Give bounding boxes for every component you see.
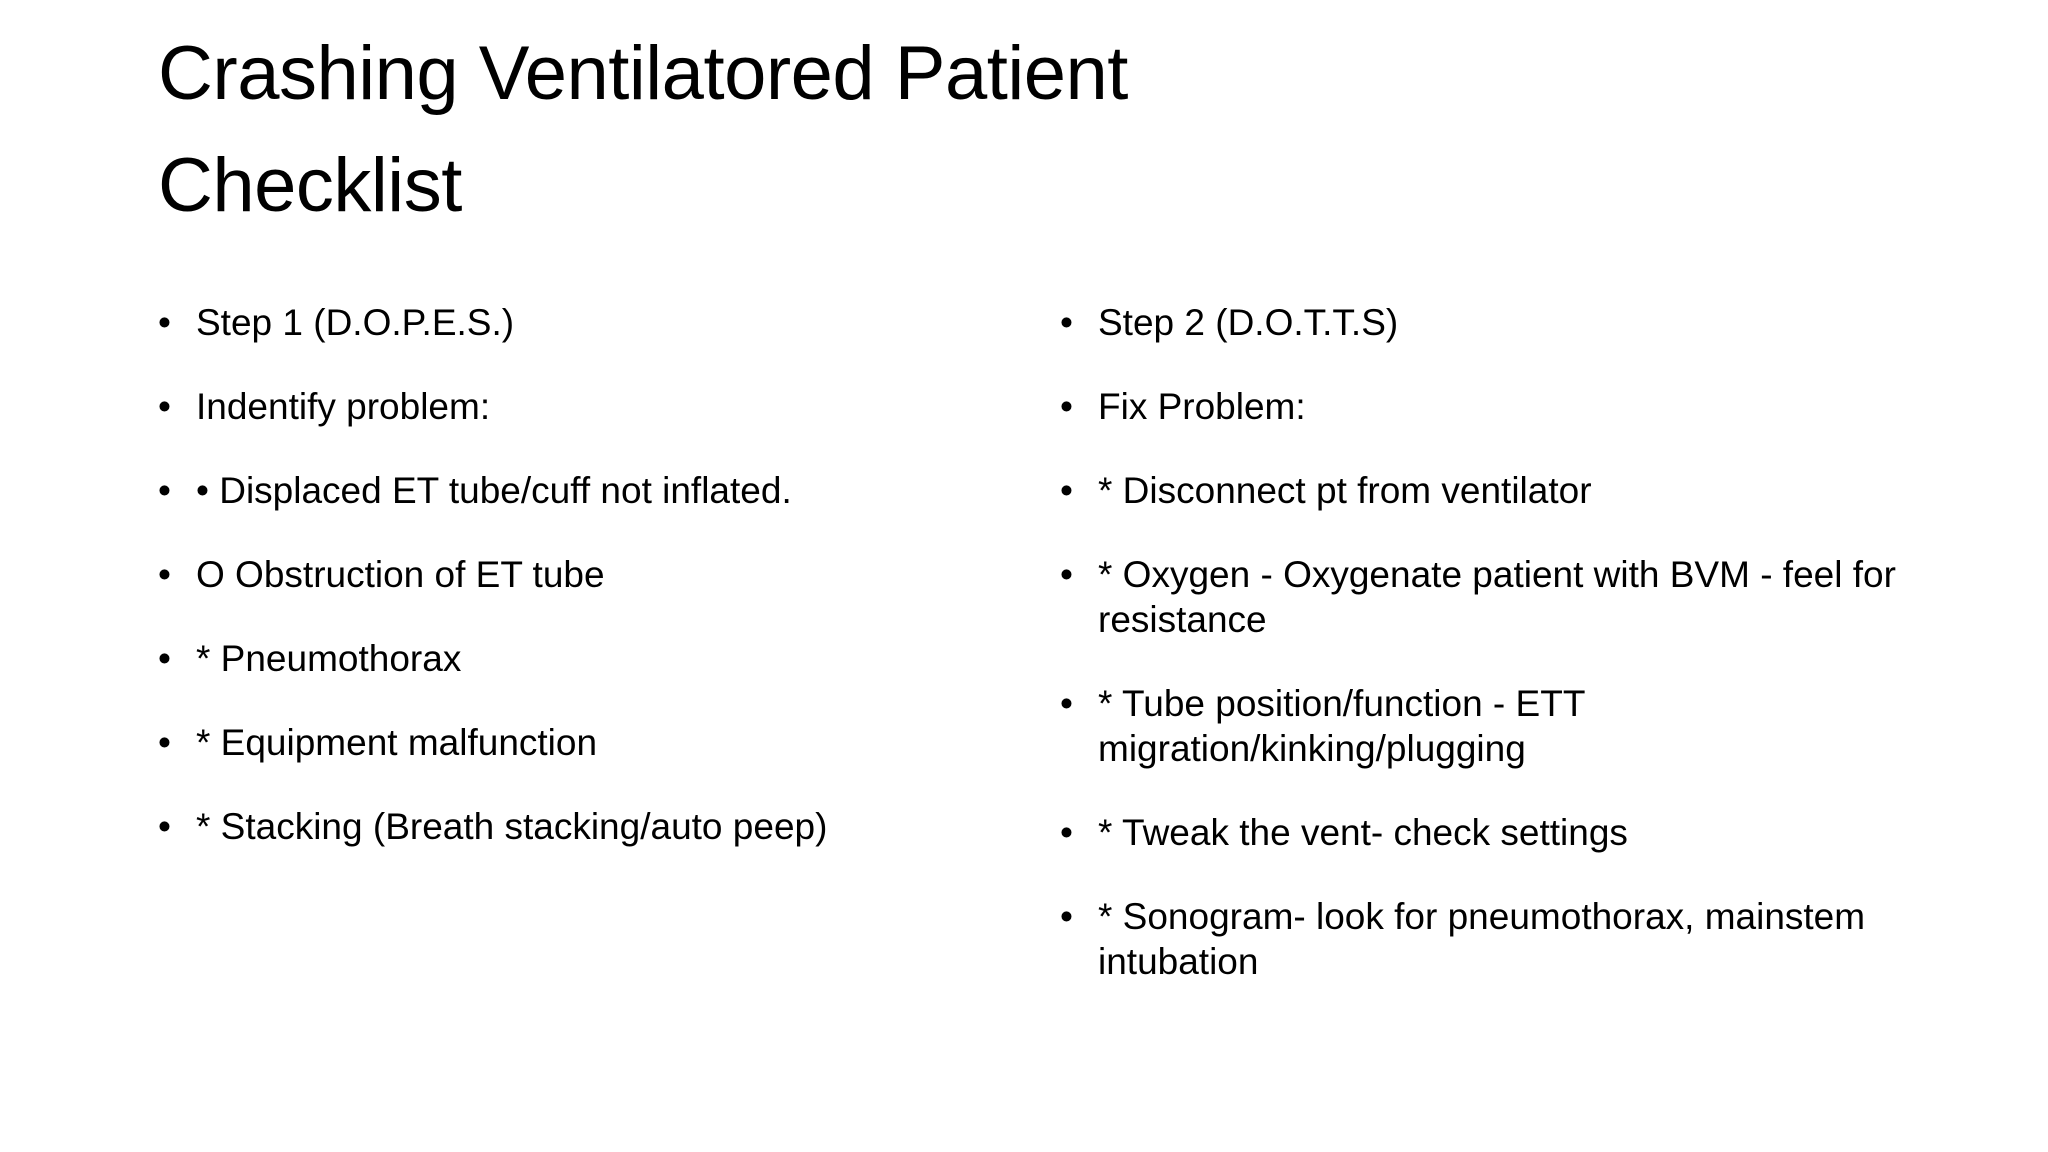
list-item-text: Step 1 (D.O.P.E.S.) <box>196 302 515 343</box>
list-item-text: * Pneumothorax <box>196 638 462 679</box>
slide-title-line-1: Crashing Ventilatored Patient <box>158 31 1128 116</box>
list-item-text: Fix Problem: <box>1098 386 1306 427</box>
list-item <box>158 804 1038 849</box>
list-item <box>158 720 1038 765</box>
list-item-text: * Sonogram- look for pneumothorax, mainstem intubation <box>1098 896 1866 982</box>
list-item-text: • Displaced ET tube/cuff not inflated. <box>196 470 792 511</box>
bullet-icon: • <box>1060 812 1073 853</box>
list-item <box>158 468 1038 513</box>
list-item-text: * Stacking (Breath stacking/auto peep) <box>196 806 828 847</box>
list-item <box>158 300 1038 345</box>
list-item-text: Step 2 (D.O.T.T.S) <box>1098 302 1399 343</box>
bullet-icon: • <box>1060 683 1073 724</box>
list-item <box>1060 810 1910 855</box>
bullet-icon: • <box>158 638 171 679</box>
slide-title <box>158 18 1258 242</box>
list-item-text: * Disconnect pt from ventilator <box>1098 470 1592 511</box>
bullet-icon: • <box>1060 302 1073 343</box>
list-item <box>1060 681 1910 771</box>
list-item <box>1060 384 1910 429</box>
bullet-icon: • <box>1060 386 1073 427</box>
bullet-icon: • <box>158 806 171 847</box>
list-item <box>158 636 1038 681</box>
bullet-icon: • <box>158 386 171 427</box>
bullet-icon: • <box>158 470 171 511</box>
list-item <box>1060 468 1910 513</box>
list-item-text: O Obstruction of ET tube <box>196 554 605 595</box>
list-item <box>158 552 1038 597</box>
list-item-text: * Oxygen - Oxygenate patient with BVM - feel for resistance <box>1098 554 1896 640</box>
list-item-text: * Tweak the vent- check settings <box>1098 812 1628 853</box>
list-item <box>1060 894 1910 984</box>
bullet-icon: • <box>158 302 171 343</box>
list-item-text: * Tube position/function - ETT migration/kinking/plugging <box>1098 683 1585 769</box>
list-item-text: Indentify problem: <box>196 386 491 427</box>
list-item <box>158 384 1038 429</box>
list-item-text: * Equipment malfunction <box>196 722 598 763</box>
list-item <box>1060 300 1910 345</box>
bullet-icon: • <box>158 554 171 595</box>
bullet-icon: • <box>1060 896 1073 937</box>
right-column-list <box>1060 300 1910 1023</box>
bullet-icon: • <box>1060 470 1073 511</box>
bullet-icon: • <box>1060 554 1073 595</box>
list-item <box>1060 552 1910 642</box>
slide-title-line-2: Checklist <box>158 143 462 228</box>
bullet-icon: • <box>158 722 171 763</box>
left-column-list <box>158 300 1038 888</box>
